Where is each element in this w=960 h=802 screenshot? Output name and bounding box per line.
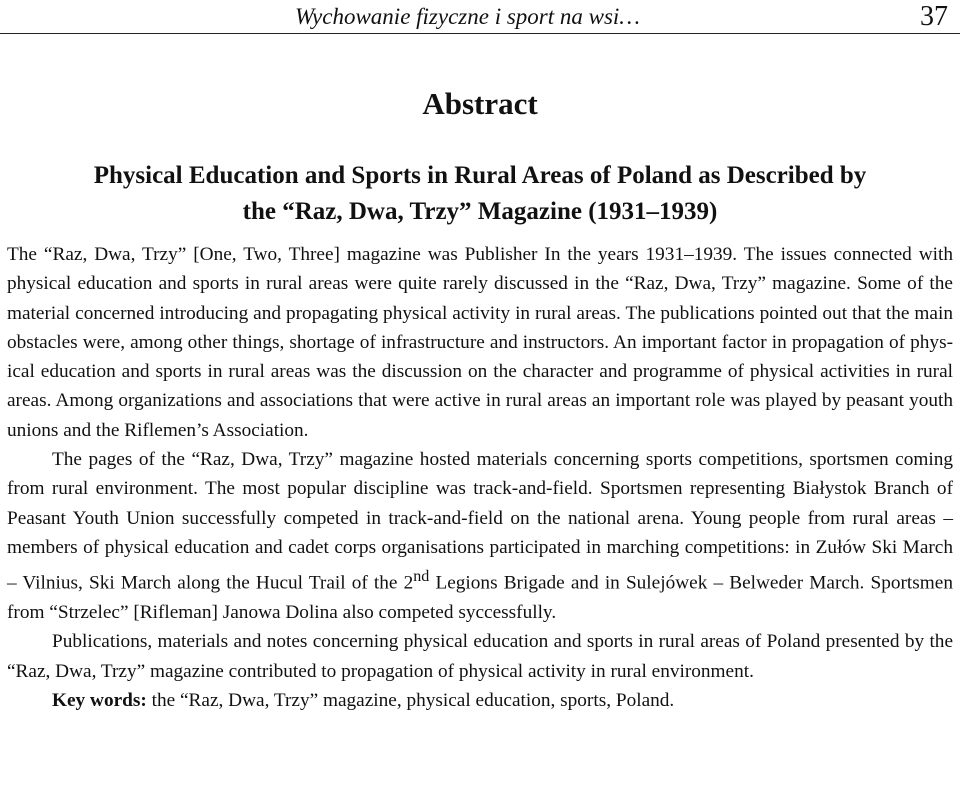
abstract-paragraph-1: The “Raz, Dwa, Trzy” [One, Two, Three] magazine was Publisher In the years 1931–1939. The issues connected with physical education and sports in rural areas were quite rarely discussed in the “Raz, Dwa, Trzy” magazine. Some of the material concerned introducing and propagating physical activity in rural areas. The publications pointed out that the main obstacles were, among other things, shortage of infrastructure and instructors. An important factor in propagation of physical education and sports in rural areas was the discussion on the character and programme of physical activities in rural areas. Among organizations and associations that were active in rural areas an important role was played by peasant youth unions and the Riflemen’s Association.	[7, 244, 953, 441]
paper-title-line-1: Physical Education and Sports in Rural Areas of Poland as Described by	[93, 162, 867, 189]
running-title: Wychowanie fizyczne i sport na wsi…	[295, 4, 640, 29]
paper-title-line-2: the “Raz, Dwa, Trzy” Magazine (1931–1939)	[242, 198, 718, 225]
keywords-line	[7, 686, 953, 715]
paragraph-2-text-end: Legions Brigade and in Sulejówek – Belweder March. Sportsmen from “Strzelec” [Rifleman] Janowa Dolina also competed syccessfully.	[7, 572, 953, 623]
abstract-body	[7, 240, 953, 715]
keywords-label: Key words:	[52, 689, 147, 711]
keywords-text: the “Raz, Dwa, Trzy” magazine, physical education, sports, Poland.	[146, 689, 675, 711]
running-header	[0, 0, 960, 34]
paragraph-2-text-start: The pages of the “Raz, Dwa, Trzy” magazine hosted materials concerning sports competitions, sportsmen coming from rural environment. The most popular discipline was track-and-field. Sportsmen representing Białystok Branch of Peasant Youth Union successfully competed in track-and-field on the national arena. Young people from rural areas – members of physical education and cadet corps organisations participated in marching competitions: in Zułów Ski March – Vilnius, Ski March along the Hucul Trail of the 2	[7, 449, 953, 594]
abstract-paragraph-2	[7, 445, 953, 627]
paper-title	[20, 158, 940, 230]
page-number: 37	[920, 1, 948, 32]
abstract-heading: Abstract	[422, 86, 538, 121]
abstract-paragraph-3: Publications, materials and notes concerning physical education and sports in rural areas of Poland presented by the “Raz, Dwa, Trzy” magazine contributed to propagation of physical activity in rural environment.	[7, 631, 953, 682]
ordinal-superscript: nd	[413, 568, 430, 586]
